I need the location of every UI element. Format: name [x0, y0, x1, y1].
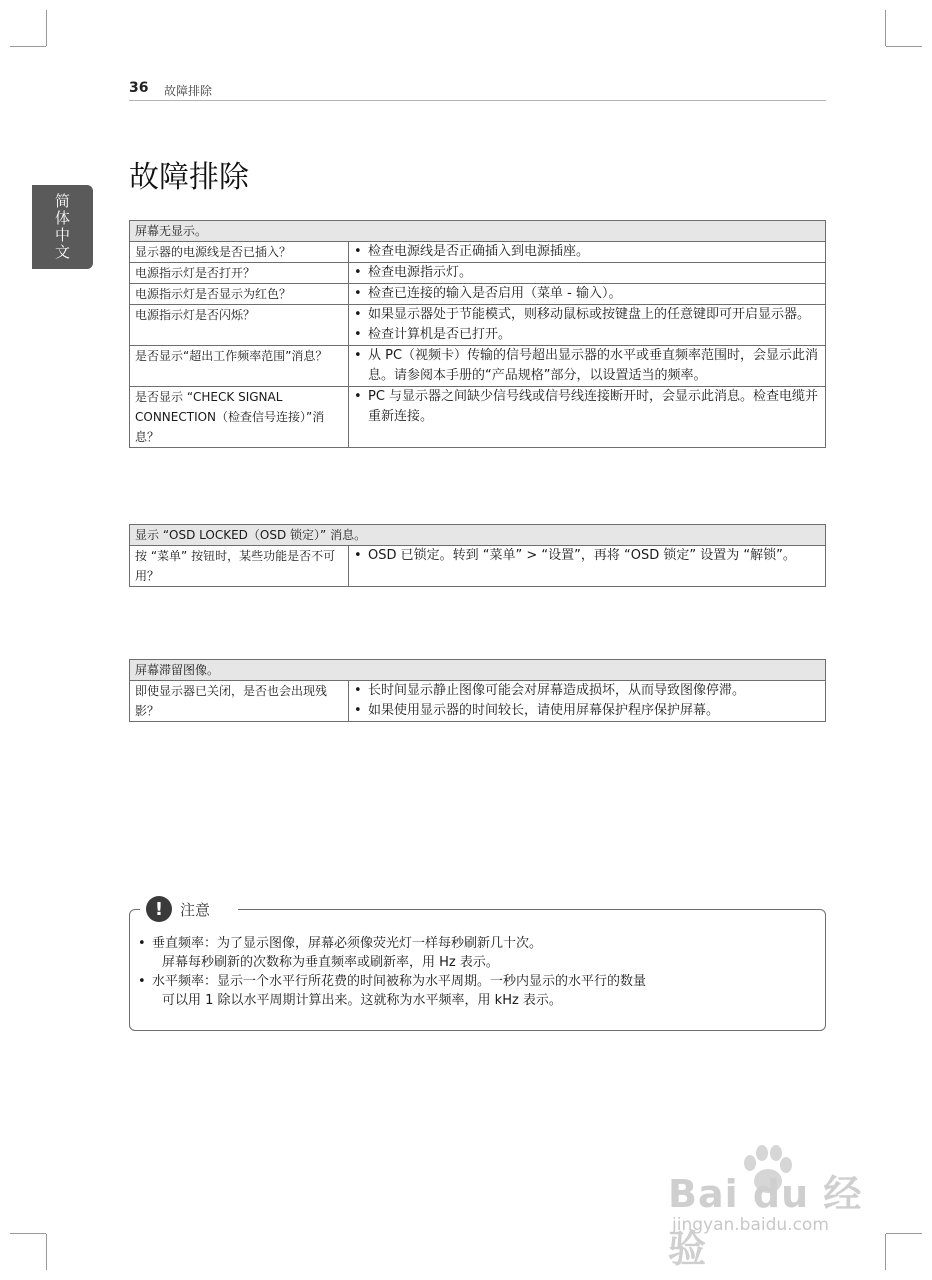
answer-text: 检查计算机是否已打开。	[368, 327, 512, 342]
crop-mark	[886, 1233, 922, 1234]
question-cell: 电源指示灯是否打开？	[130, 263, 349, 284]
header-divider	[129, 100, 826, 101]
note-text: 垂直频率：为了显示图像，屏幕必须像荧光灯一样每秒刷新几十次。	[152, 936, 543, 951]
troubleshoot-table-osd-locked	[129, 524, 826, 587]
note-text: 可以用 1 除以水平周期计算出来。这就称为水平频率，用 kHz 表示。	[162, 993, 562, 1008]
answer-text: 从 PC（视频卡）传输的信号超出显示器的水平或垂直频率范围时，会显示此消息。请参阅本手册的“产品规格”部分，以设置适当的频率。	[368, 348, 819, 383]
table-row	[130, 546, 826, 587]
question-cell: 是否显示“超出工作频率范围”消息？	[130, 346, 349, 387]
crop-mark	[10, 46, 46, 47]
table-title: 屏幕滞留图像。	[130, 660, 826, 681]
answer-cell: • 检查电源指示灯。	[349, 263, 826, 284]
crop-mark	[10, 1233, 46, 1234]
question-cell: 按 “菜单” 按钮时，某些功能是否不可用？	[130, 546, 349, 587]
note-item: • 水平频率：显示一个水平行所花费的时间被称为水平周期。一秒内显示的水平行的数量 可以用 1 除以水平周期计算出来。这就称为水平频率，用 kHz 表示。	[138, 974, 647, 1008]
crop-mark	[885, 10, 886, 46]
table-row	[130, 387, 826, 448]
answer-cell: • OSD 已锁定。转到 “菜单” > “设置”，再将 “OSD 锁定” 设置为 “解锁”。	[349, 546, 826, 587]
language-tab-label: 简体中文	[53, 193, 71, 261]
table-row	[130, 263, 826, 284]
page-number: 36	[129, 80, 149, 96]
answer-text: 如果使用显示器的时间较长，请使用屏幕保护程序保护屏幕。	[368, 703, 720, 718]
answer-text: 检查已连接的输入是否启用（菜单 - 输入）。	[368, 286, 622, 301]
question-cell: 显示器的电源线是否已插入？	[130, 242, 349, 263]
table-row	[130, 305, 826, 346]
note-item: • 垂直频率：为了显示图像，屏幕必须像荧光灯一样每秒刷新几十次。 屏幕每秒刷新的次数称为垂直频率或刷新率，用 Hz 表示。	[138, 936, 543, 970]
crop-mark	[46, 1234, 47, 1270]
note-text: 屏幕每秒刷新的次数称为垂直频率或刷新率，用 Hz 表示。	[162, 955, 499, 970]
answer-text: 检查电源指示灯。	[368, 265, 473, 280]
note-header	[140, 895, 238, 923]
note-list	[138, 934, 818, 1010]
question-cell: 电源指示灯是否显示为红色？	[130, 284, 349, 305]
crop-mark	[886, 46, 922, 47]
answer-cell: • 检查电源线是否正确插入到电源插座。	[349, 242, 826, 263]
answer-cell: • 长时间显示静止图像可能会对屏幕造成损坏，从而导致图像停滞。 • 如果使用显示器的时间较长，请使用屏幕保护程序保护屏幕。	[349, 681, 826, 722]
watermark-logo: Bai du 经验	[668, 1172, 863, 1271]
note-label: 注意	[180, 900, 211, 919]
answer-cell: • 从 PC（视频卡）传输的信号超出显示器的水平或垂直频率范围时，会显示此消息。请参阅本手册的“产品规格”部分，以设置适当的频率。	[349, 346, 826, 387]
crop-mark	[885, 1234, 886, 1270]
answer-text: OSD 已锁定。转到 “菜单” > “设置”，再将 “OSD 锁定” 设置为 “解锁”。	[368, 548, 796, 563]
table-row	[130, 242, 826, 263]
answer-cell: • PC 与显示器之间缺少信号线或信号线连接断开时，会显示此消息。检查电缆并重新连接。	[349, 387, 826, 448]
answer-text: 如果显示器处于节能模式，则移动鼠标或按键盘上的任意键即可开启显示器。	[368, 307, 811, 322]
question-cell: 电源指示灯是否闪烁？	[130, 305, 349, 346]
table-row	[130, 681, 826, 722]
watermark-url: jingyan.baidu.com	[672, 1215, 829, 1235]
answer-cell: • 检查已连接的输入是否启用（菜单 - 输入）。	[349, 284, 826, 305]
question-cell: 是否显示 “CHECK SIGNAL CONNECTION（检查信号连接）”消息？	[130, 387, 349, 448]
troubleshoot-table-image-retention	[129, 659, 826, 722]
answer-text: 检查电源线是否正确插入到电源插座。	[368, 244, 590, 259]
watermark	[660, 1145, 880, 1271]
table-title: 屏幕无显示。	[130, 221, 826, 242]
language-tab	[32, 185, 93, 269]
table-row	[130, 346, 826, 387]
exclamation-icon: !	[146, 896, 172, 922]
answer-text: 长时间显示静止图像可能会对屏幕造成损坏，从而导致图像停滞。	[368, 683, 746, 698]
page-title: 故障排除	[129, 160, 249, 195]
table-title: 显示 “OSD LOCKED（OSD 锁定）” 消息。	[130, 525, 826, 546]
answer-text: PC 与显示器之间缺少信号线或信号线连接断开时，会显示此消息。检查电缆并重新连接。	[368, 389, 819, 424]
troubleshoot-table-no-display	[129, 220, 826, 448]
crop-mark	[46, 10, 47, 46]
answer-cell: • 如果显示器处于节能模式，则移动鼠标或按键盘上的任意键即可开启显示器。 • 检查计算机是否已打开。	[349, 305, 826, 346]
question-cell: 即使显示器已关闭，是否也会出现残影？	[130, 681, 349, 722]
running-header: 故障排除	[164, 84, 213, 98]
table-row	[130, 284, 826, 305]
note-text: 水平频率：显示一个水平行所花费的时间被称为水平周期。一秒内显示的水平行的数量	[152, 974, 647, 989]
